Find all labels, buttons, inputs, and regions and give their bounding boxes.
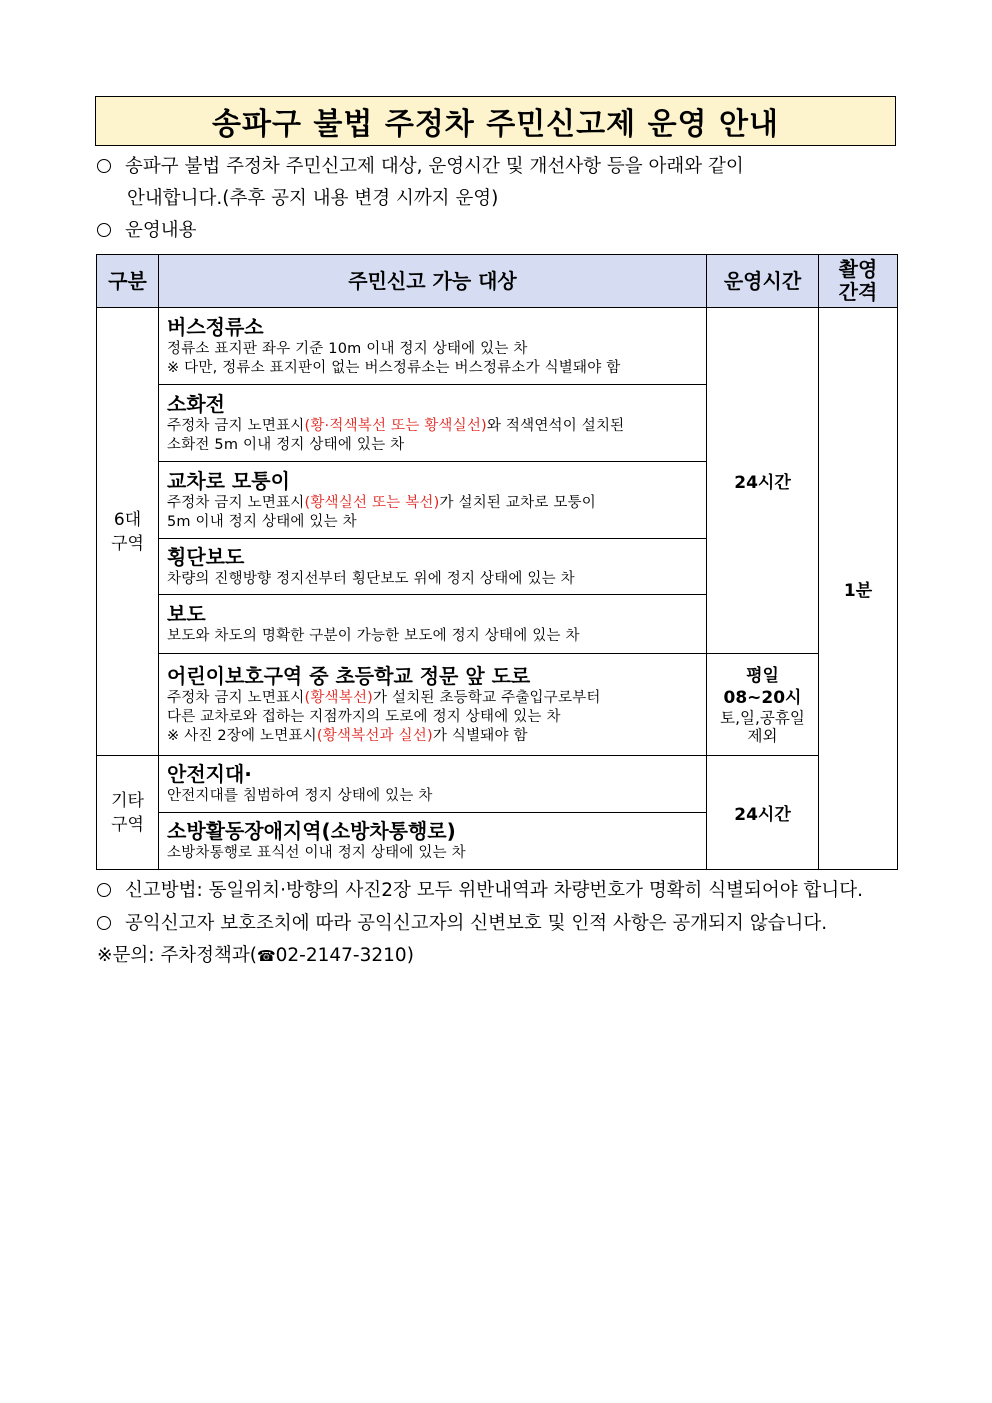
group-6-zones [97, 308, 159, 756]
header-interval [819, 255, 898, 308]
item-title: 어린이보호구역 중 초등학교 정문 앞 도로 [167, 663, 531, 688]
bullet-circle-icon [97, 223, 111, 237]
contact-label: ※문의: 주차정책과( [97, 945, 257, 966]
footer-contact [97, 941, 414, 971]
table-header-row [97, 255, 898, 308]
header-category: 구분 [97, 255, 159, 308]
desc-text: 가 설치된 초등학교 주출입구로부터 [373, 689, 601, 706]
group1-label-line2: 구역 [111, 533, 144, 554]
item-desc [167, 689, 698, 708]
item-title: 소화전 [167, 391, 225, 416]
footer-method-text: 신고방법: 동일위치·방향의 사진2장 모두 위반내역과 차량번호가 명확히 식별되어야 합니다. [125, 880, 864, 901]
group2-label-line1: 기타 [111, 790, 144, 811]
footer-protection-text: 공익신고자 보호조치에 따라 공익신고자의 신변보호 및 인적 사항은 공개되지 않습니다. [125, 913, 828, 934]
header-target: 주민신고 가능 대상 [159, 255, 707, 308]
item-desc: 소방차통행로 표식선 이내 정지 상태에 있는 차 [167, 845, 466, 861]
footer-protection [97, 909, 827, 939]
hours-line1: 평일 [746, 665, 779, 686]
item-title: 안전지대· [167, 762, 252, 786]
item-intersection-corner [159, 462, 707, 539]
desc-text: 주정차 금지 노면표시 [167, 417, 305, 434]
item-title: 교차로 모퉁이 [167, 468, 290, 493]
item-desc: 정류소 표지판 좌우 기준 10m 이내 정지 상태에 있는 차 [167, 340, 528, 357]
group2-label-line2: 구역 [111, 814, 144, 835]
desc-highlight: (황색실선 또는 복선) [304, 494, 440, 511]
item-safety-zone [159, 756, 707, 813]
hours-24-cell: 24시간 [707, 308, 819, 654]
desc-highlight: (황색복선) [304, 689, 374, 706]
desc-text: ※ 사진 2장에 노면표시 [167, 727, 317, 744]
item-desc [167, 494, 698, 513]
desc-text: 주정차 금지 노면표시 [167, 689, 305, 706]
bullet-circle-icon [97, 883, 111, 897]
report-target-table [96, 254, 898, 870]
item-bus-stop [159, 308, 707, 385]
table-row [97, 654, 898, 756]
intro-line-2: 안내합니다.(추후 공지 내용 변경 시까지 운영) [127, 188, 499, 209]
item-desc: 다른 교차로와 접하는 지점까지의 도로에 정지 상태에 있는 차 [167, 708, 561, 725]
header-hours: 운영시간 [707, 255, 819, 308]
hours-line4: 제외 [747, 726, 778, 745]
phone-icon: ☎ [256, 947, 276, 965]
bullet-circle-icon [97, 159, 111, 173]
desc-text: 가 식별돼야 함 [432, 727, 528, 744]
item-desc: 안전지대를 침범하여 정지 상태에 있는 차 [167, 788, 433, 804]
contact-close: ) [406, 945, 414, 966]
group-other-zones [97, 756, 159, 870]
hours-line2: 08~20시 [723, 687, 802, 708]
item-sidewalk [159, 595, 707, 654]
intro-paragraph-cont [97, 183, 498, 215]
item-title: 보도 [167, 602, 206, 626]
item-title: 횡단보도 [167, 544, 245, 569]
item-desc: 소화전 5m 이내 정지 상태에 있는 차 [167, 436, 405, 453]
intro-line-1: 송파구 불법 주정차 주민신고제 대상, 운영시간 및 개선사항 등을 아래와 같이 [125, 156, 744, 177]
item-desc: 차량의 진행방향 정지선부터 횡단보도 위에 정지 상태에 있는 차 [167, 570, 575, 587]
item-hydrant [159, 385, 707, 462]
hours-24-cell-other: 24시간 [707, 756, 819, 870]
intro-paragraph [97, 151, 744, 183]
section-label-text: 운영내용 [125, 220, 197, 241]
section-label [97, 215, 196, 247]
footer-method [97, 876, 863, 906]
header-interval-line1: 촬영 [838, 257, 878, 281]
item-desc: 5m 이내 정지 상태에 있는 차 [167, 513, 357, 530]
item-title: 버스정류소 [167, 314, 264, 339]
contact-phone: 02-2147-3210 [275, 945, 407, 966]
desc-text: 와 적색연석이 설치된 [486, 417, 625, 434]
item-note: ※ 다만, 정류소 표지판이 없는 버스정류소는 버스정류소가 식별돼야 함 [167, 359, 621, 376]
bullet-circle-icon [97, 916, 111, 930]
item-title: 소방활동장애지역(소방차통행로) [167, 819, 456, 843]
item-note [167, 727, 698, 746]
item-school-zone [159, 654, 707, 756]
table-row [97, 308, 898, 385]
page-title: 송파구 불법 주정차 주민신고제 운영 안내 [95, 96, 896, 146]
desc-text: 주정차 금지 노면표시 [167, 494, 305, 511]
item-desc: 보도와 차도의 명확한 구분이 가능한 보도에 정지 상태에 있는 차 [167, 628, 580, 644]
item-crosswalk [159, 539, 707, 595]
group1-label-line1: 6대 [113, 509, 142, 530]
interval-cell: 1분 [819, 308, 898, 870]
item-desc [167, 417, 698, 436]
desc-highlight: (황·적색복선 또는 황색실선) [304, 417, 487, 434]
desc-highlight: (황색복선과 실선) [316, 727, 433, 744]
header-interval-line2: 간격 [838, 280, 878, 304]
desc-text: 가 설치된 교차로 모퉁이 [439, 494, 596, 511]
hours-line3: 토,일,공휴일 [720, 708, 805, 727]
hours-weekday-cell [707, 654, 819, 756]
item-fire-lane [159, 813, 707, 870]
table-row [97, 756, 898, 813]
